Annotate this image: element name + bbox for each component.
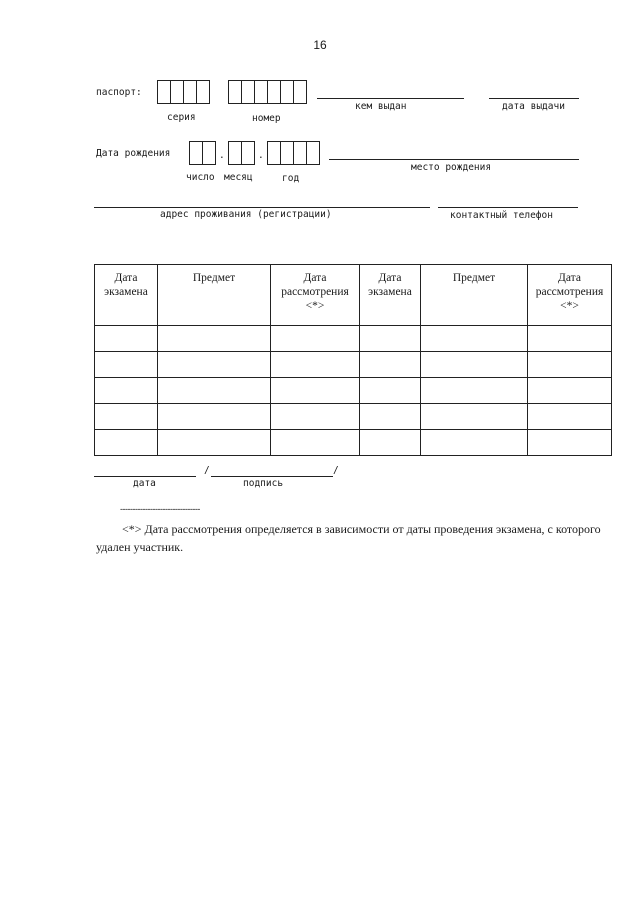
sign-slash-2: / [333,465,339,476]
issue-date-caption: дата выдачи [502,101,565,112]
issue-date-line[interactable] [489,98,579,99]
issued-by-line[interactable] [317,98,464,99]
header-exam-date-2: Дата экзамена [360,265,421,326]
passport-label: паспорт: [96,87,142,98]
header-review-date-1: Дата рассмотрения <*> [271,265,360,326]
birth-year-caption: год [282,173,300,184]
phone-caption: контактный телефон [450,210,553,221]
passport-series-boxes[interactable] [157,80,210,104]
signature-caption: подпись [243,478,284,489]
phone-line[interactable] [438,207,578,208]
address-caption: адрес проживания (регистрации) [160,209,332,220]
table-row [95,430,612,456]
header-subject-1: Предмет [158,265,271,326]
address-line[interactable] [94,207,430,208]
birth-place-caption: место рождения [411,162,492,173]
table-row [95,378,612,404]
signature-line[interactable] [211,476,333,477]
birth-date-label: Дата рождения [96,148,171,159]
header-exam-date-1: Дата экзамена [95,265,158,326]
birth-place-line[interactable] [329,159,579,160]
birth-month-caption: месяц [224,172,253,183]
birth-day-boxes[interactable] [189,141,216,165]
header-review-date-2: Дата рассмотрения <*> [528,265,612,326]
footnote-text: <*> Дата рассмотрения определяется в зависимости от даты проведения экзамена, с которого удален участник. [96,522,601,554]
footnote-separator: -------------------------------- [120,504,200,514]
birth-month-boxes[interactable] [228,141,255,165]
birth-dot-1: . [219,150,225,161]
passport-number-caption: номер [252,113,281,124]
birth-dot-2: . [258,150,264,161]
issued-by-caption: кем выдан [355,101,407,112]
sign-date-caption: дата [133,478,156,489]
table-header-row [95,265,612,326]
table-row [95,326,612,352]
page-number: 16 [313,38,327,52]
sign-slash-1: / [204,465,210,476]
table-row [95,404,612,430]
passport-number-boxes[interactable] [228,80,307,104]
birth-day-caption: число [186,172,215,183]
table-row [95,352,612,378]
birth-year-boxes[interactable] [267,141,320,165]
sign-date-line[interactable] [94,476,196,477]
passport-series-caption: серия [167,112,196,123]
header-subject-2: Предмет [421,265,528,326]
exam-table [94,264,612,456]
